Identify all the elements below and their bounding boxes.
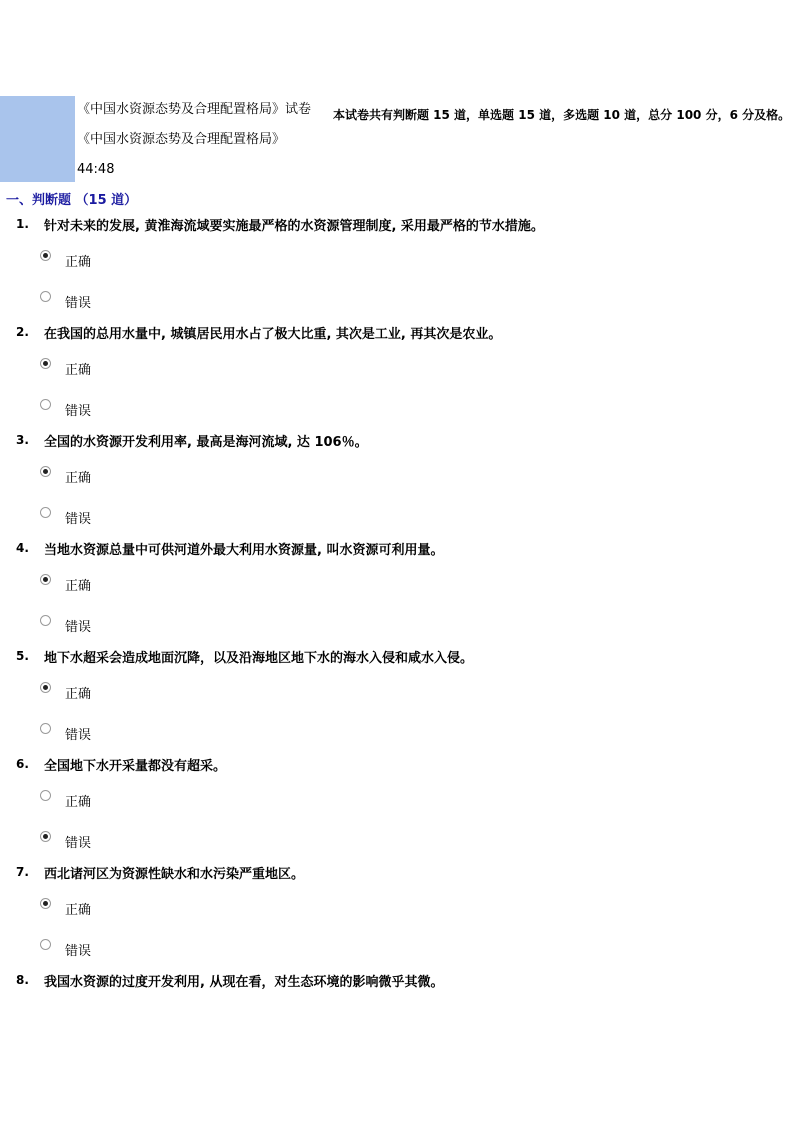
radio-unchecked-icon[interactable] bbox=[40, 790, 51, 801]
option-label: 正确 bbox=[65, 470, 92, 486]
question-text: 在我国的总用水量中, 城镇居民用水占了极大比重, 其次是工业, 再其次是农业。 bbox=[44, 327, 502, 342]
course-value: 《中国水资源态势及合理配置格局》 bbox=[77, 132, 286, 147]
option-wrong[interactable] bbox=[40, 291, 91, 311]
question-number: 3. bbox=[16, 433, 29, 447]
radio-unchecked-icon[interactable] bbox=[40, 615, 51, 626]
question-number: 8. bbox=[16, 973, 29, 987]
option-label: 错误 bbox=[65, 511, 92, 527]
option-label: 正确 bbox=[65, 578, 92, 594]
question-text: 地下水超采会造成地面沉降，以及沿海地区地下水的海水入侵和咸水入侵。 bbox=[44, 651, 474, 666]
option-correct[interactable] bbox=[40, 466, 91, 486]
radio-checked-icon[interactable] bbox=[40, 250, 51, 261]
option-correct[interactable] bbox=[40, 574, 91, 594]
question-number: 6. bbox=[16, 757, 29, 771]
option-label: 错误 bbox=[65, 295, 92, 311]
option-label: 正确 bbox=[65, 254, 92, 270]
option-correct[interactable] bbox=[40, 790, 91, 810]
radio-checked-icon[interactable] bbox=[40, 682, 51, 693]
question-text: 西北诸河区为资源性缺水和水污染严重地区。 bbox=[44, 867, 305, 882]
option-wrong[interactable] bbox=[40, 939, 91, 959]
radio-checked-icon[interactable] bbox=[40, 574, 51, 585]
question-text: 针对未来的发展, 黄淮海流域要实施最严格的水资源管理制度, 采用最严格的节水措施。 bbox=[44, 219, 544, 234]
option-correct[interactable] bbox=[40, 358, 91, 378]
header-label-column bbox=[0, 96, 75, 182]
option-wrong[interactable] bbox=[40, 507, 91, 527]
radio-checked-icon[interactable] bbox=[40, 466, 51, 477]
radio-checked-icon[interactable] bbox=[40, 358, 51, 369]
radio-checked-icon[interactable] bbox=[40, 831, 51, 842]
option-label: 正确 bbox=[65, 686, 92, 702]
exam-title-value: 《中国水资源态势及合理配置格局》试卷 bbox=[77, 102, 312, 117]
option-label: 错误 bbox=[65, 835, 92, 851]
section-title: 一、判断题 （15 道） bbox=[6, 193, 138, 208]
option-label: 正确 bbox=[65, 794, 92, 810]
option-label: 错误 bbox=[65, 943, 92, 959]
question-text: 我国水资源的过度开发利用, 从现在看，对生态环境的影响微乎其微。 bbox=[44, 975, 444, 990]
option-label: 错误 bbox=[65, 403, 92, 419]
option-wrong[interactable] bbox=[40, 399, 91, 419]
question-number: 2. bbox=[16, 325, 29, 339]
exam-header bbox=[0, 96, 794, 184]
radio-unchecked-icon[interactable] bbox=[40, 939, 51, 950]
option-wrong[interactable] bbox=[40, 831, 91, 851]
radio-checked-icon[interactable] bbox=[40, 898, 51, 909]
question-number: 5. bbox=[16, 649, 29, 663]
radio-unchecked-icon[interactable] bbox=[40, 723, 51, 734]
radio-unchecked-icon[interactable] bbox=[40, 291, 51, 302]
timer-value: 44:48 bbox=[77, 162, 115, 177]
option-wrong[interactable] bbox=[40, 723, 91, 743]
option-label: 错误 bbox=[65, 727, 92, 743]
radio-unchecked-icon[interactable] bbox=[40, 507, 51, 518]
question-number: 4. bbox=[16, 541, 29, 555]
radio-unchecked-icon[interactable] bbox=[40, 399, 51, 410]
question-text: 全国的水资源开发利用率, 最高是海河流域, 达 106％。 bbox=[44, 435, 368, 450]
question-text: 全国地下水开采量都没有超采。 bbox=[44, 759, 227, 774]
question-number: 1. bbox=[16, 217, 29, 231]
option-correct[interactable] bbox=[40, 898, 91, 918]
question-number: 7. bbox=[16, 865, 29, 879]
question-text: 当地水资源总量中可供河道外最大利用水资源量, 叫水资源可利用量。 bbox=[44, 543, 444, 558]
exam-notice: 本试卷共有判断题 15 道，单选题 15 道，多选题 10 道，总分 100 分，6 分及格。 bbox=[333, 108, 791, 122]
option-correct[interactable] bbox=[40, 250, 91, 270]
option-label: 正确 bbox=[65, 362, 92, 378]
option-label: 正确 bbox=[65, 902, 92, 918]
option-wrong[interactable] bbox=[40, 615, 91, 635]
option-correct[interactable] bbox=[40, 682, 91, 702]
option-label: 错误 bbox=[65, 619, 92, 635]
